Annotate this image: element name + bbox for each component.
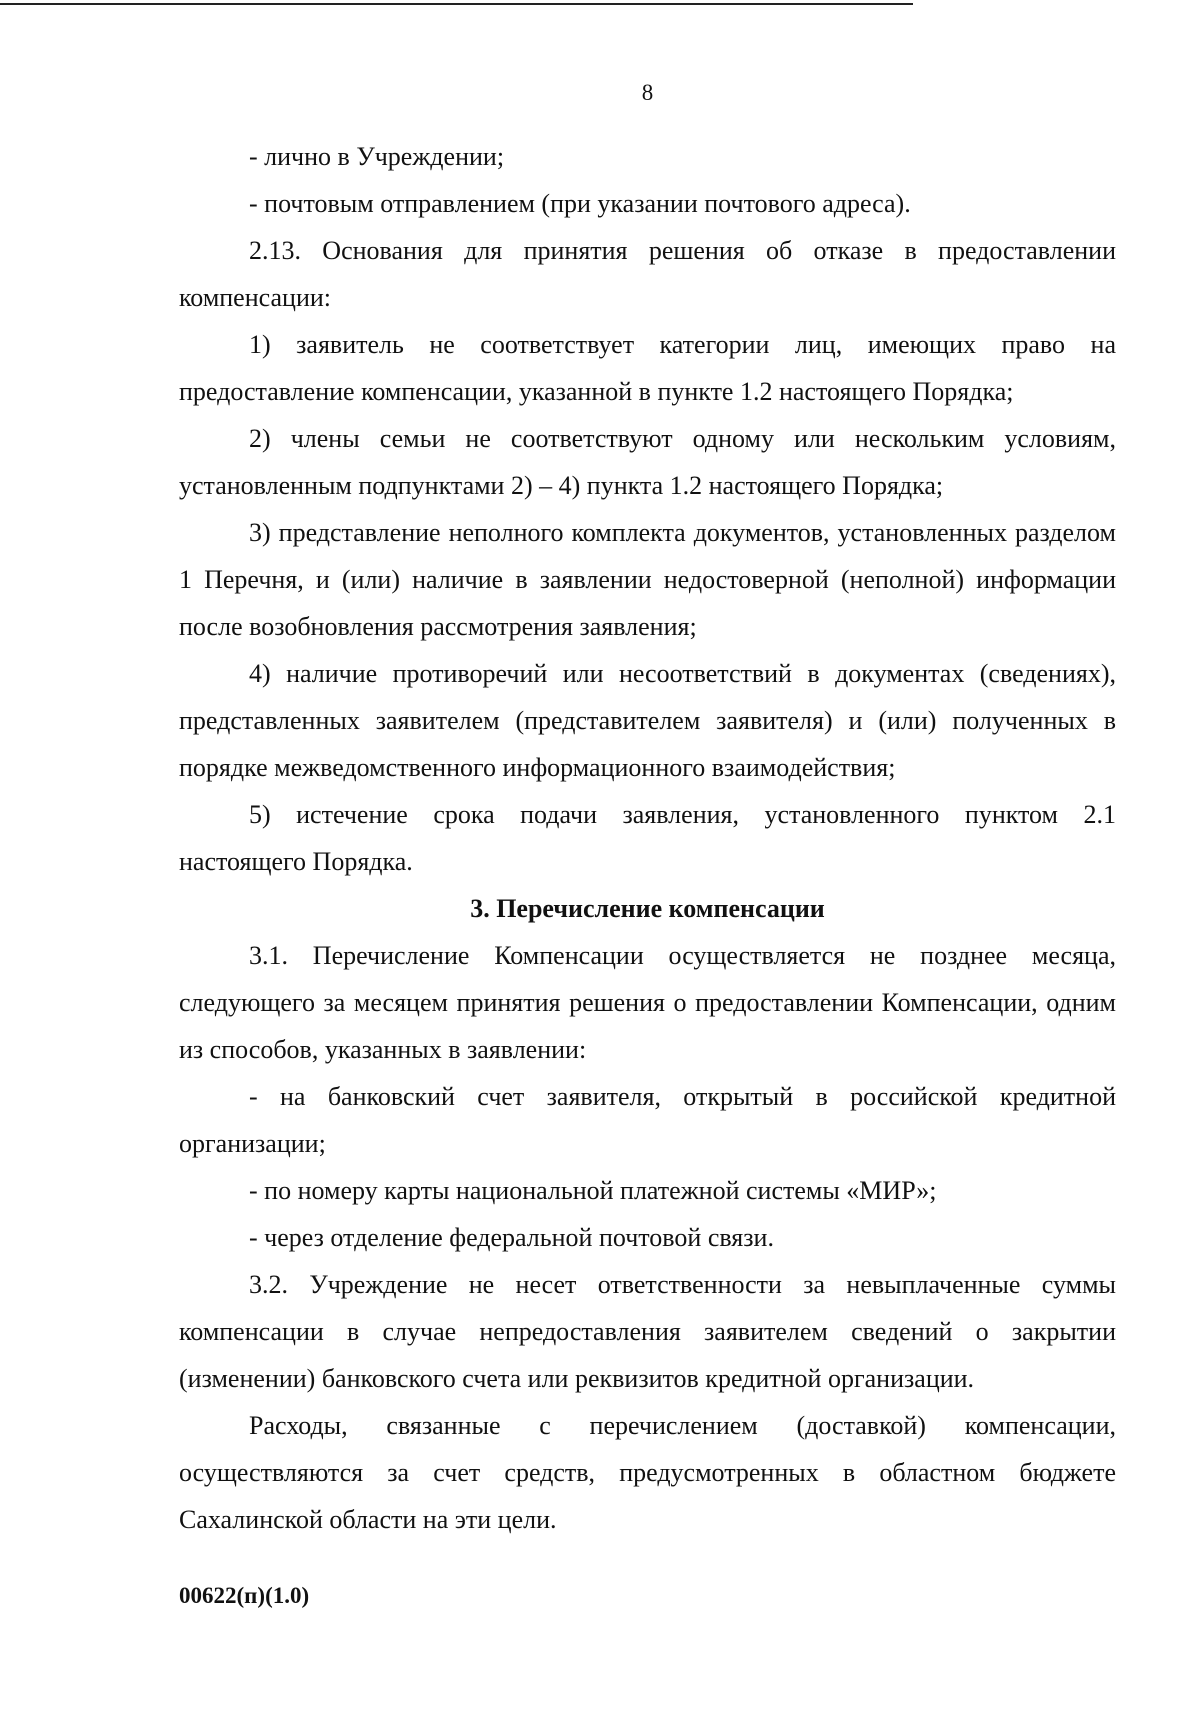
refusal-ground-3: 3) представление неполного комплекта документов, установленных разделом 1 Перечня, и (или) наличие в заявлении недостоверной (неполной) информации после возобновления рассмотрения заявления; — [179, 518, 1116, 641]
list-item-by-mail: - почтовым отправлением (при указании почтового адреса). — [249, 189, 911, 218]
list-item-in-person: - лично в Учреждении; — [249, 142, 505, 171]
payment-method-mir-card: - по номеру карты национальной платежной системы «МИР»; — [249, 1176, 937, 1205]
document-code: 00622(п)(1.0) — [179, 1583, 310, 1608]
refusal-ground-4: 4) наличие противоречий или несоответствий в документах (сведениях), представленных заявителем (представителем заявителя) и (или) полученных в порядке межведомственного информационного взаимодействия; — [179, 659, 1116, 782]
refusal-ground-1: 1) заявитель не соответствует категории лиц, имеющих право на предоставление компенсации, указанной в пункте 1.2 настоящего Порядка; — [179, 330, 1116, 406]
clause-2-13: 2.13. Основания для принятия решения об отказе в предоставлении компенсации: — [179, 236, 1116, 312]
payment-method-bank-account: - на банковский счет заявителя, открытый в российской кредитной организации; — [179, 1082, 1116, 1158]
top-border-line — [0, 3, 913, 5]
section-3-heading: 3. Перечисление компенсации — [470, 894, 825, 923]
refusal-ground-2: 2) члены семьи не соответствуют одному или нескольким условиям, установленным подпунктами 2) – 4) пункта 1.2 настоящего Порядка; — [179, 424, 1116, 500]
document-body — [179, 133, 1116, 1543]
payment-method-post-office: - через отделение федеральной почтовой связи. — [249, 1223, 774, 1252]
page-number: 8 — [641, 80, 654, 105]
clause-3-1: 3.1. Перечисление Компенсации осуществляется не позднее месяца, следующего за месяцем принятия решения о предоставлении Компенсации, одним из способов, указанных в заявлении: — [179, 941, 1116, 1064]
expenses-paragraph: Расходы, связанные с перечислением (доставкой) компенсации, осуществляются за счет средств, предусмотренных в областном бюджете Сахалинской области на эти цели. — [179, 1411, 1116, 1534]
clause-3-2: 3.2. Учреждение не несет ответственности за невыплаченные суммы компенсации в случае непредоставления заявителем сведений о закрытии (изменении) банковского счета или реквизитов кредитной организации. — [179, 1270, 1116, 1393]
refusal-ground-5: 5) истечение срока подачи заявления, установленного пунктом 2.1 настоящего Порядка. — [179, 800, 1116, 876]
